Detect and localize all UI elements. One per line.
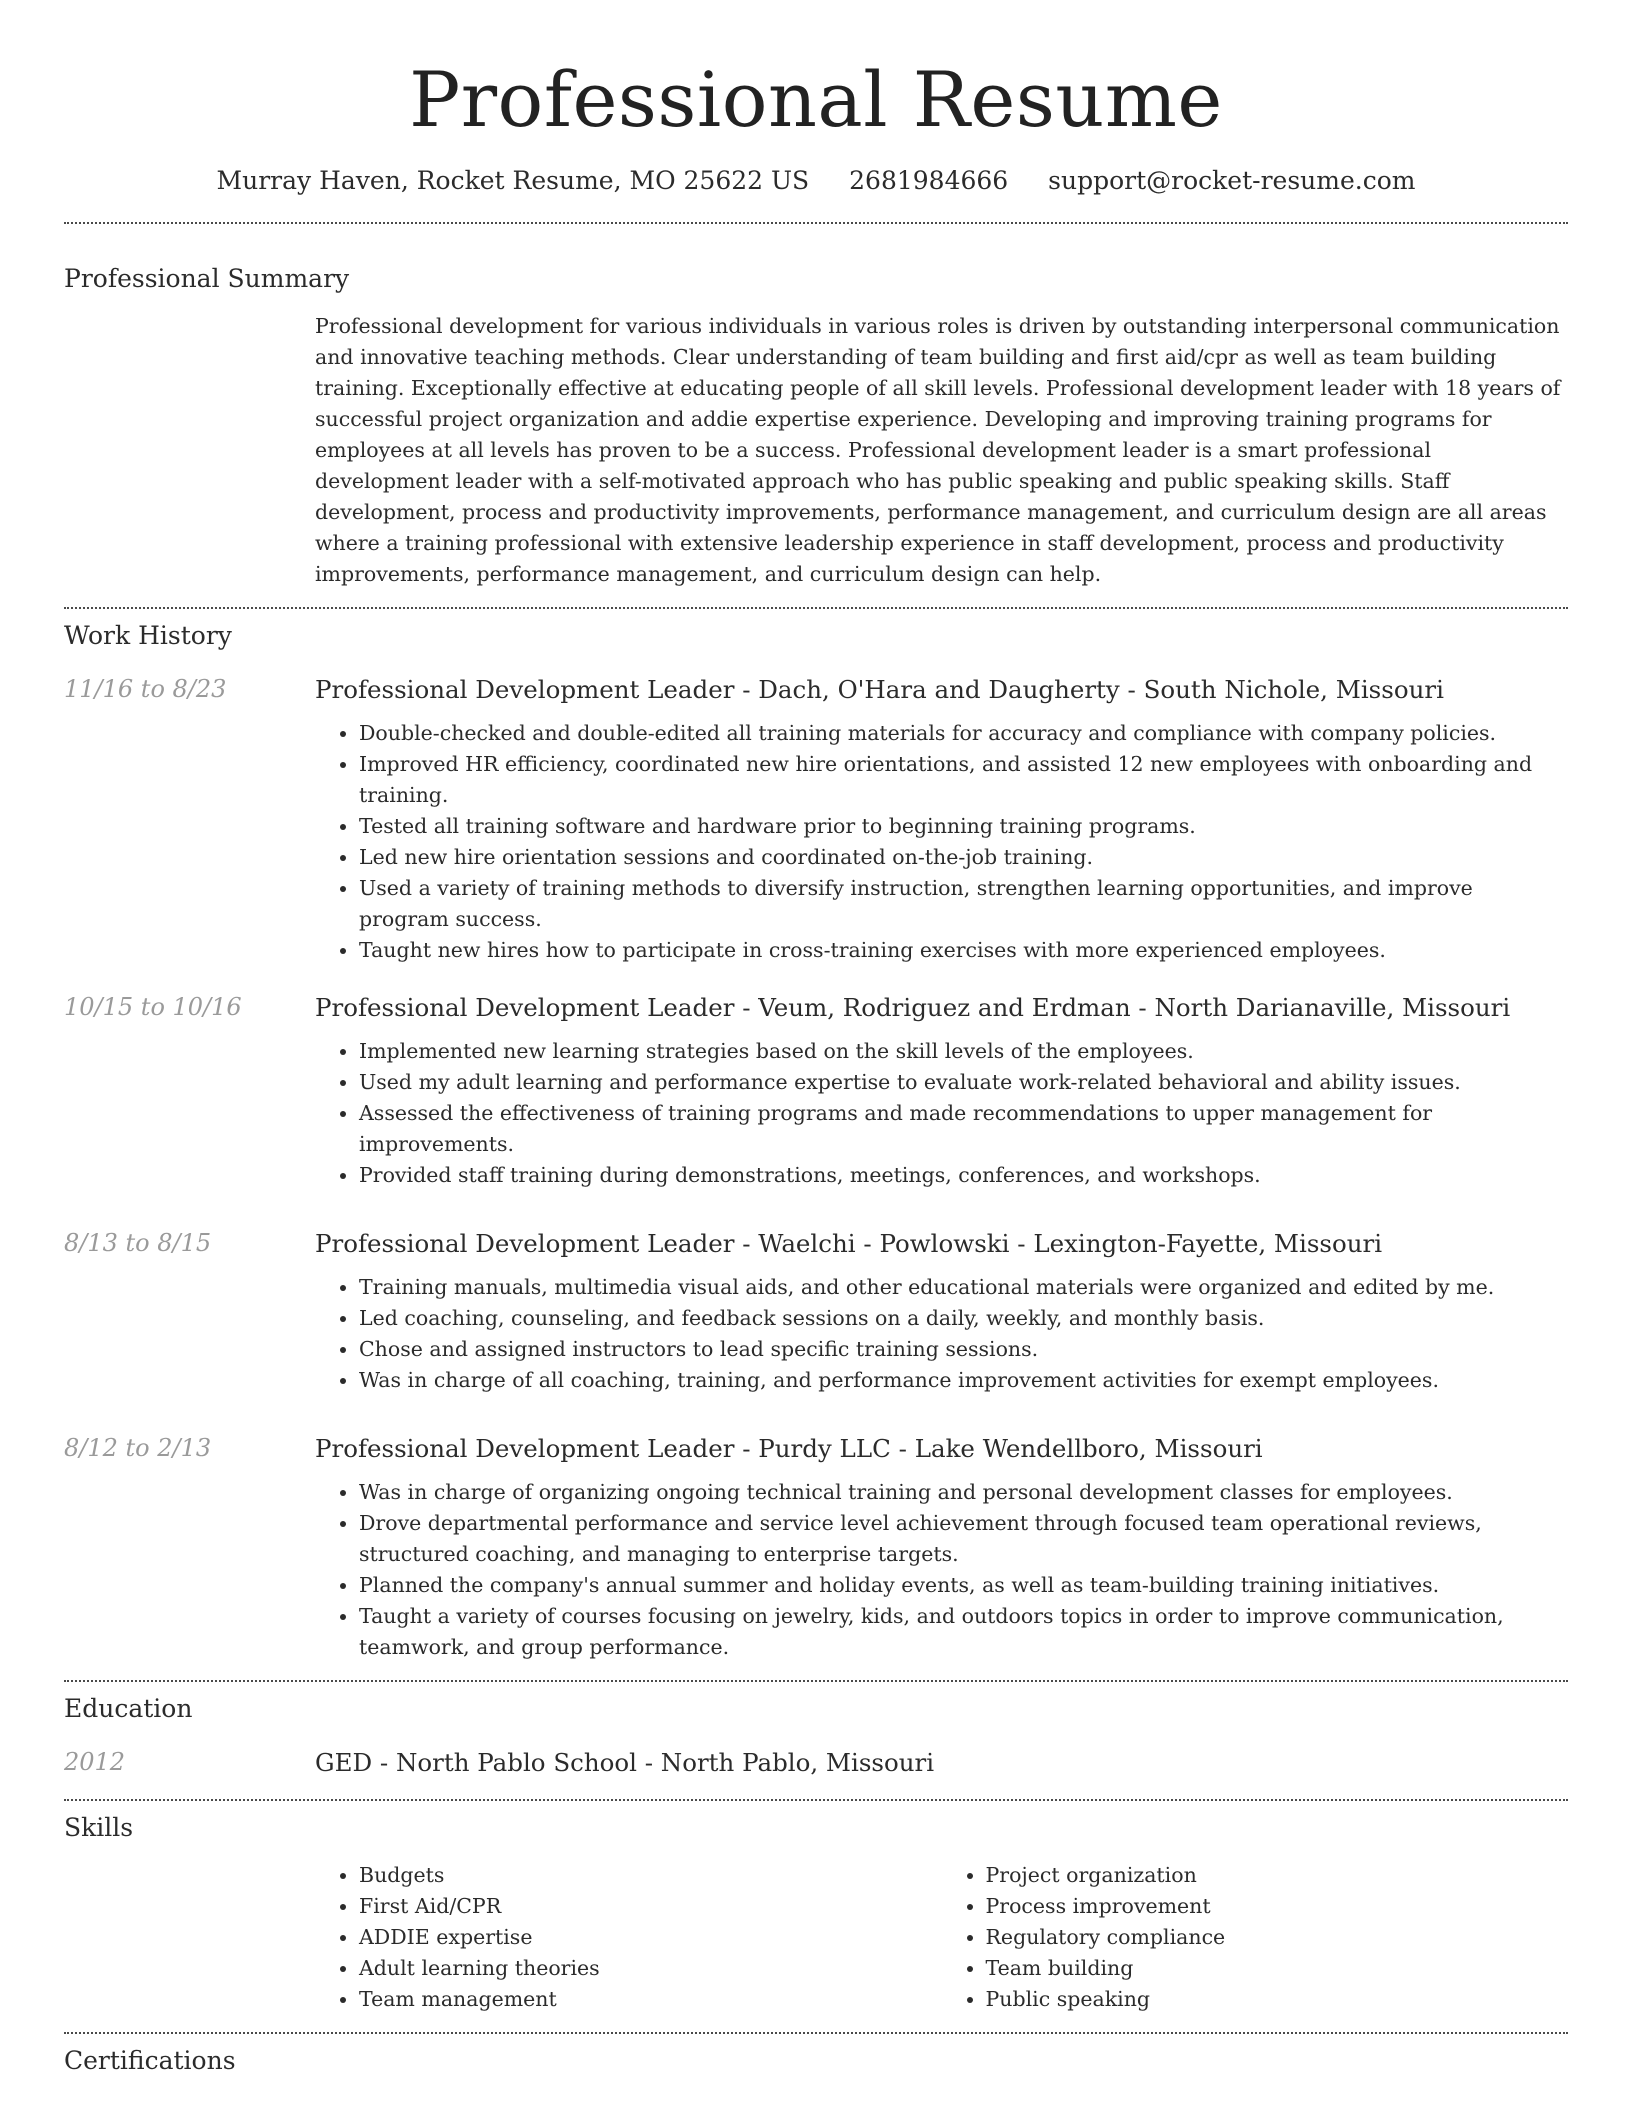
- skill-item: • ADDIE expertise: [359, 1922, 942, 1953]
- job-entry: [64, 993, 1568, 1191]
- education-entry: [64, 1748, 1568, 1777]
- job-entry: [64, 1434, 1568, 1663]
- job-heading: Professional Development Leader - Purdy LLC - Lake Wendellboro, Missouri: [315, 1434, 1263, 1463]
- skill-item: • Public speaking: [986, 1984, 1569, 2015]
- section-divider: [64, 1680, 1568, 1682]
- job-bullet: • Was in charge of organizing ongoing technical training and personal development classes for employees.: [359, 1477, 1568, 1508]
- contact-address: Murray Haven, Rocket Resume, MO 25622 US: [216, 166, 810, 195]
- education-date: 2012: [64, 1748, 126, 1776]
- section-divider: [64, 222, 1568, 224]
- job-bullet: • Tested all training software and hardware prior to beginning training programs.: [359, 811, 1568, 842]
- job-bullet: • Improved HR efficiency, coordinated new hire orientations, and assisted 12 new employees with onboarding and training.: [359, 749, 1568, 811]
- skills-grid: [315, 1860, 1568, 2015]
- job-bullet: • Led coaching, counseling, and feedback sessions on a daily, weekly, and monthly basis.: [359, 1303, 1568, 1334]
- job-bullet: • Chose and assigned instructors to lead specific training sessions.: [359, 1334, 1568, 1365]
- job-dates: 8/13 to 8/15: [64, 1229, 212, 1257]
- job-bullets: [315, 718, 1568, 966]
- section-divider: [64, 1799, 1568, 1801]
- job-bullets: [315, 1272, 1568, 1396]
- contact-line: [64, 166, 1568, 195]
- job-bullet: • Double-checked and double-edited all training materials for accuracy and compliance with company policies.: [359, 718, 1568, 749]
- skill-item: • Budgets: [359, 1860, 942, 1891]
- job-bullet: • Training manuals, multimedia visual aids, and other educational materials were organized and edited by me.: [359, 1272, 1568, 1303]
- job-bullet: • Assessed the effectiveness of training programs and made recommendations to upper management for improvements.: [359, 1098, 1568, 1160]
- job-bullet: • Used my adult learning and performance expertise to evaluate work-related behavioral and ability issues.: [359, 1067, 1568, 1098]
- job-bullet: • Used a variety of training methods to diversify instruction, strengthen learning opportunities, and improve program success.: [359, 873, 1568, 935]
- education-heading: GED - North Pablo School - North Pablo, Missouri: [315, 1748, 935, 1777]
- skill-item: • Regulatory compliance: [986, 1922, 1569, 1953]
- resume-page: [64, 0, 1568, 2075]
- job-bullets: [315, 1036, 1568, 1191]
- contact-phone: 2681984666: [849, 166, 1009, 195]
- contact-email: support@rocket-resume.com: [1048, 166, 1416, 195]
- skills-list-left: [315, 1860, 942, 2015]
- job-heading: Professional Development Leader - Veum, Rodriguez and Erdman - North Darianaville, Missouri: [315, 993, 1511, 1022]
- job-bullet: • Implemented new learning strategies based on the skill levels of the employees.: [359, 1036, 1568, 1067]
- skill-item: • Adult learning theories: [359, 1953, 942, 1984]
- job-entry: [64, 675, 1568, 966]
- job-dates: 8/12 to 2/13: [64, 1434, 212, 1462]
- skill-item: • Team management: [359, 1984, 942, 2015]
- job-bullet: • Taught a variety of courses focusing on jewelry, kids, and outdoors topics in order to improve communication, teamwork, and group performance.: [359, 1601, 1568, 1663]
- job-heading: Professional Development Leader - Waelchi - Powlowski - Lexington-Fayette, Missouri: [315, 1229, 1383, 1258]
- job-heading: Professional Development Leader - Dach, O'Hara and Daugherty - South Nichole, Missouri: [315, 675, 1444, 704]
- section-title-certifications: Certifications: [64, 2046, 236, 2075]
- job-bullet: • Was in charge of all coaching, training, and performance improvement activities for exempt employees.: [359, 1365, 1568, 1396]
- summary-paragraph: Professional development for various individuals in various roles is driven by outstanding interpersonal communication and innovative teaching methods. Clear understanding of team building and first aid/cpr as well as team building training. Exceptionally effective at educating people of all skill levels. Professional development leader with 18 years of successful project organization and addie expertise experience. Developing and improving training programs for employees at all levels has proven to be a success. Professional development leader is a smart professional development leader with a self-motivated approach who has public speaking and public speaking skills. Staff development, process and productivity improvements, performance management, and curriculum design are all areas where a training professional with extensive leadership experience in staff development, process and productivity improvements, performance management, and curriculum design can help.: [315, 314, 1561, 586]
- skills-list-right: [942, 1860, 1569, 2015]
- job-bullet: • Led new hire orientation sessions and coordinated on-the-job training.: [359, 842, 1568, 873]
- skill-item: • First Aid/CPR: [359, 1891, 942, 1922]
- skill-item: • Process improvement: [986, 1891, 1569, 1922]
- job-bullet: • Planned the company's annual summer and holiday events, as well as team-building training initiatives.: [359, 1570, 1568, 1601]
- resume-title: Professional Resume: [409, 55, 1223, 144]
- job-bullet: • Taught new hires how to participate in cross-training exercises with more experienced employees.: [359, 935, 1568, 966]
- job-dates: 11/16 to 8/23: [64, 675, 227, 703]
- section-title-summary: Professional Summary: [64, 264, 350, 293]
- job-dates: 10/15 to 10/16: [64, 993, 242, 1021]
- job-bullets: [315, 1477, 1568, 1663]
- section-title-skills: Skills: [64, 1813, 134, 1842]
- skill-item: • Team building: [986, 1953, 1569, 1984]
- section-title-education: Education: [64, 1694, 193, 1723]
- job-bullet: • Drove departmental performance and service level achievement through focused team operational reviews, structured coaching, and managing to enterprise targets.: [359, 1508, 1568, 1570]
- skill-item: • Project organization: [986, 1860, 1569, 1891]
- job-bullet: • Provided staff training during demonstrations, meetings, conferences, and workshops.: [359, 1160, 1568, 1191]
- section-divider: [64, 2032, 1568, 2034]
- section-title-work-history: Work History: [64, 621, 232, 650]
- job-entry: [64, 1229, 1568, 1396]
- section-divider: [64, 607, 1568, 609]
